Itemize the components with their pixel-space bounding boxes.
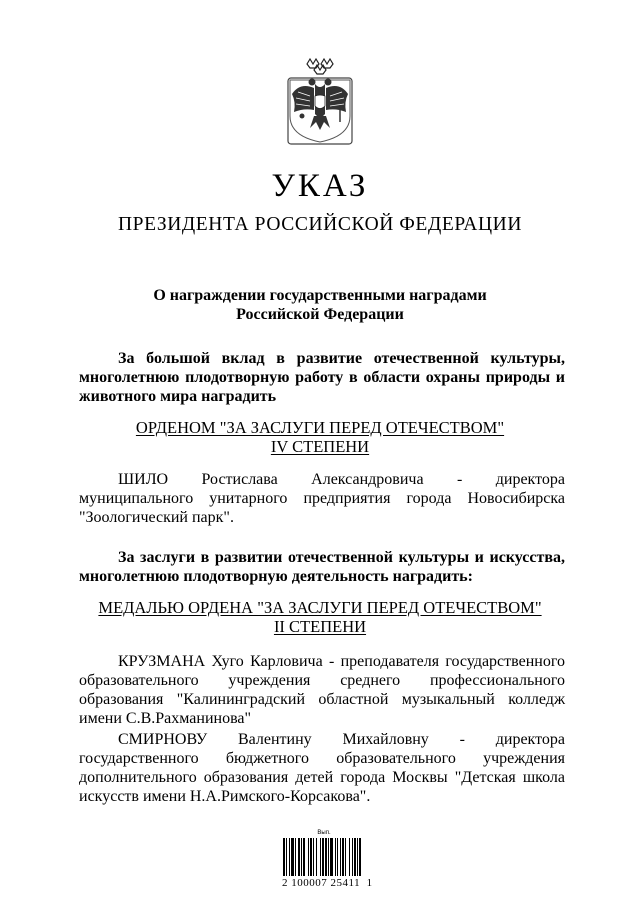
- section1-recipient-line-1: ШИЛО Ростислава Александровича - директора: [118, 471, 565, 488]
- section1-award-line-1: ОРДЕНОМ "ЗА ЗАСЛУГИ ПЕРЕД ОТЕЧЕСТВОМ": [135, 418, 505, 437]
- section2-recipient-2-line-1: СМИРНОВУ Валентину Михайловну - директора: [118, 731, 565, 748]
- barcode-bar: [357, 838, 358, 876]
- section1-recipient: [79, 470, 565, 527]
- section2-recipient-1: КРУЗМАНА Хуго Карловича - преподавателя государственного образовательного учреждения среднего профессионального образования "Калининградский областной музыкальный колледж имени С.В.Рахманинова": [79, 653, 565, 727]
- section2-award-line-1: МЕДАЛЬЮ ОРДЕНА "ЗА ЗАСЛУГИ ПЕРЕД ОТЕЧЕСТВОМ": [98, 598, 542, 617]
- barcode-number: 2 100007 25411 1: [282, 877, 373, 889]
- subject-line-1: О награждении государственными наградами: [153, 287, 487, 304]
- barcode-bar: [303, 838, 305, 876]
- section1-award: [70, 418, 570, 456]
- barcode-bar: [283, 838, 285, 876]
- barcode-bar: [291, 838, 294, 876]
- section1-award-line-2: IV СТЕПЕНИ: [270, 437, 370, 456]
- barcode-bar: [354, 838, 356, 876]
- barcode-bar: [310, 838, 312, 876]
- barcode-bar: [286, 838, 287, 876]
- coat-of-arms-icon: [274, 56, 366, 148]
- barcode-bar: [335, 838, 336, 876]
- document-subtitle: ПРЕЗИДЕНТА РОССИЙСКОЙ ФЕДЕРАЦИИ: [117, 214, 523, 235]
- barcode-bar: [359, 838, 361, 876]
- barcode-bar: [337, 838, 338, 876]
- barcode-bar: [289, 838, 290, 876]
- barcode-bar: [313, 838, 314, 876]
- barcode-bar: [349, 838, 350, 876]
- barcode-bar: [316, 838, 317, 876]
- barcode-bar: [298, 838, 300, 876]
- document-title: УКАЗ: [271, 168, 369, 204]
- section2-award: [70, 598, 570, 636]
- decree-subject: [76, 286, 564, 324]
- barcode-bar: [295, 838, 296, 876]
- barcode-bar: [352, 838, 353, 876]
- barcode-mark: Вып.: [317, 830, 331, 836]
- section2-award-line-2: II СТЕПЕНИ: [273, 617, 367, 636]
- barcode-bar: [342, 838, 344, 876]
- barcode-bar: [320, 838, 321, 876]
- section1-recipient-rest: муниципального унитарного предприятия города Новосибирска "Зоологический парк".: [79, 490, 565, 526]
- section2-recipient-2: [79, 730, 565, 806]
- section2-intro: За заслуги в развитии отечественной культуры и искусства, многолетнюю плодотворную деятельность наградить:: [79, 549, 565, 585]
- barcode: [282, 828, 373, 889]
- barcode-bar: [330, 838, 333, 876]
- barcode-bar: [345, 838, 346, 876]
- barcode-bar: [340, 838, 341, 876]
- barcode-bar: [308, 838, 309, 876]
- barcode-bar: [325, 838, 327, 876]
- barcode-bar: [328, 838, 329, 876]
- barcode-bar: [301, 838, 302, 876]
- section1-intro: За большой вклад в развитие отечественной культуры, многолетнюю плодотворную работу в области охраны природы и животного мира наградить: [79, 350, 565, 405]
- barcode-bar: [322, 838, 324, 876]
- section2-recipient-2-rest: государственного бюджетного образовательного учреждения дополнительного образования детей города Москвы "Детская школа искусств имени Н.А.Римского-Корсакова".: [79, 750, 565, 805]
- barcode-icon: [282, 838, 366, 876]
- subject-line-2: Российской Федерации: [236, 306, 404, 323]
